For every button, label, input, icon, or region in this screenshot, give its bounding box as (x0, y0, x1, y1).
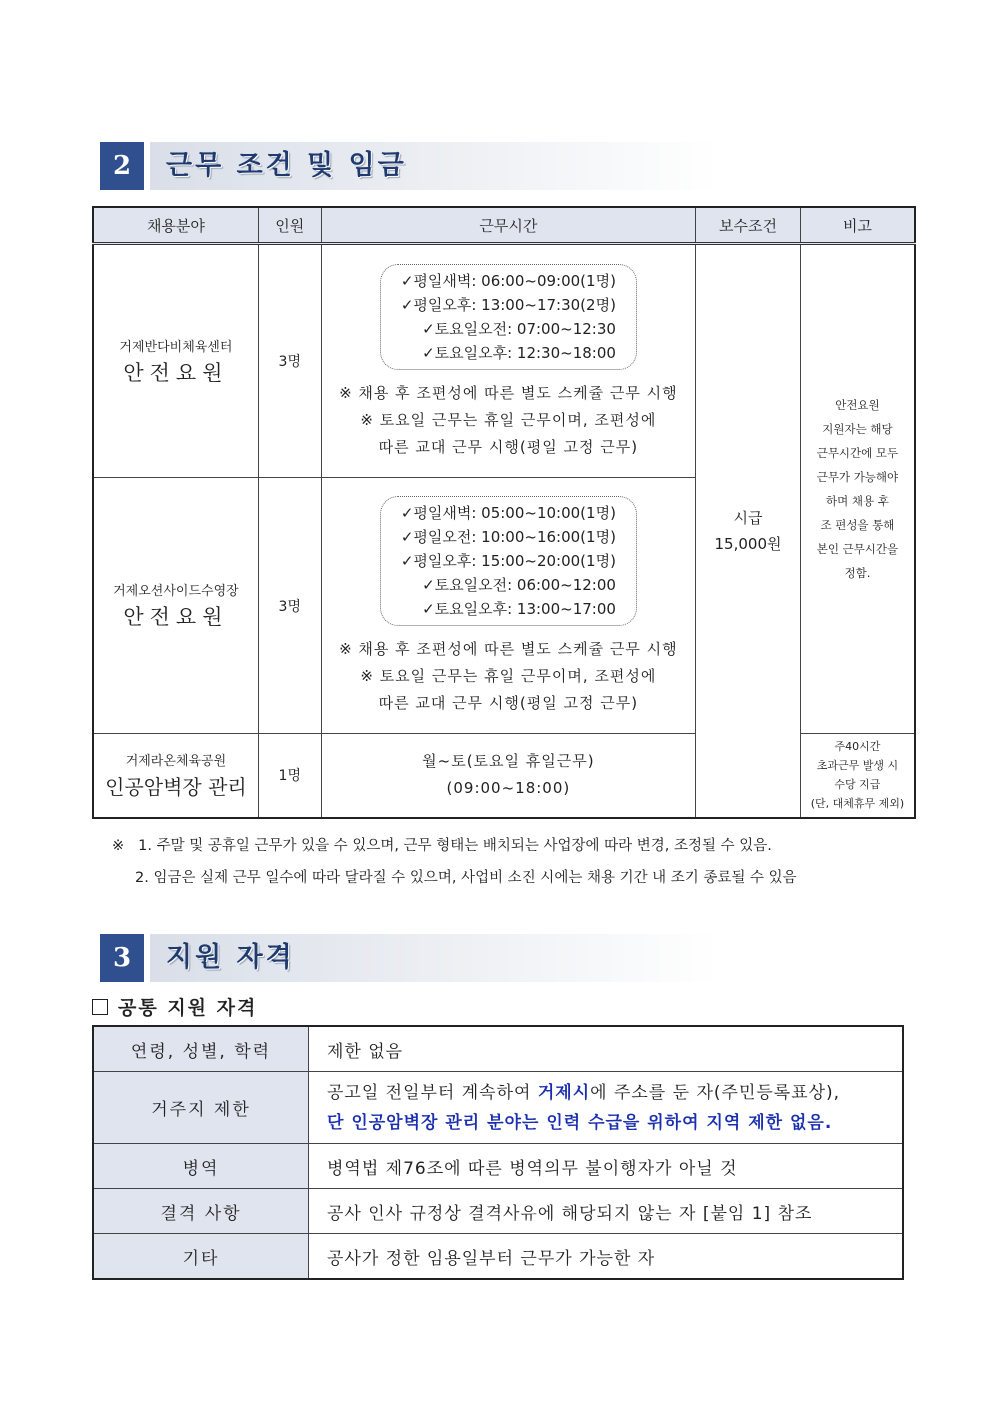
remark-line: 하며 채용 후 (826, 494, 889, 508)
headcount: 3명 (258, 478, 321, 734)
schedule-note: 따른 교대 근무 시행(평일 고정 근무) (378, 437, 639, 456)
row-value: 공사가 정한 임용일부터 근무가 가능한 자 (309, 1234, 904, 1280)
remark-line: 주40시간 (834, 740, 881, 754)
section-title: 근무 조건 및 임금 (166, 150, 407, 181)
schedule-line: ✓토요일오후: 12:30~18:00 (422, 343, 616, 362)
hours-line: (09:00~18:00) (446, 779, 571, 798)
schedule-cell (321, 244, 695, 478)
schedule-line: ✓평일오후: 15:00~20:00(1명) (400, 552, 616, 570)
table-row (93, 1189, 903, 1234)
row-label: 연령, 성별, 학력 (93, 1026, 309, 1072)
remark-cell-overtime (800, 734, 915, 818)
pay-cell (696, 244, 801, 818)
column-header: 채용분야 (93, 207, 258, 244)
headcount: 3명 (258, 244, 321, 478)
footnote-text: 1. 주말 및 공휴일 근무가 있을 수 있으며, 근무 형태는 배치되는 사업장에 따라 변경, 조정될 수 있음. (138, 838, 772, 854)
table-row (93, 1072, 903, 1144)
field-role: 인공암벽장 관리 (105, 775, 247, 800)
section-number: 3 (100, 934, 144, 982)
common-qualification-heading (92, 993, 257, 1020)
schedule-note: ※ 토요일 근무는 휴일 근무이며, 조편성에 (360, 667, 657, 685)
pay-type: 시급 (733, 508, 763, 527)
column-header: 보수조건 (696, 207, 801, 244)
section-number: 2 (100, 142, 144, 190)
remark-line: 근무가 가능해야 (816, 470, 899, 484)
field-place: 거제오션사이드수영장 (113, 584, 239, 599)
table-row (93, 1026, 903, 1072)
row-value: 공사 인사 규정상 결격사유에 해당되지 않는 자 [붙임 1] 참조 (309, 1189, 904, 1234)
hours-line: 월~토(토요일 휴일근무) (422, 752, 595, 771)
highlighted-city: 거제시 (537, 1082, 591, 1103)
schedule-note: ※ 채용 후 조편성에 따른 별도 스케쥴 근무 시행 (339, 383, 678, 402)
schedule-line: ✓토요일오전: 06:00~12:00 (422, 576, 616, 594)
schedule-box (380, 264, 637, 370)
row-label: 결격 사항 (93, 1189, 309, 1234)
work-conditions-table (92, 206, 916, 819)
section-3-heading (100, 934, 720, 982)
schedule-line: ✓토요일오후: 13:00~17:00 (422, 600, 616, 618)
row-value: 제한 없음 (309, 1026, 904, 1072)
field-cell (93, 244, 258, 478)
value-text: 공고일 전일부터 계속하여 (327, 1082, 538, 1103)
pay-amount: 15,000원 (714, 534, 782, 553)
remark-line: 지원자는 해당 (822, 422, 893, 436)
remark-line: (단, 대체휴무 제외) (810, 797, 905, 811)
field-place: 거제라온체육공원 (125, 754, 227, 770)
schedule-line: ✓평일새벽: 06:00~09:00(1명) (400, 271, 616, 290)
footnote-2 (135, 866, 797, 887)
subheading-text: 공통 지원 자격 (118, 997, 258, 1019)
column-header: 인원 (258, 207, 321, 244)
field-role: 안전요원 (123, 605, 229, 629)
residence-line-1 (327, 1078, 902, 1108)
hours-cell (321, 734, 695, 818)
schedule-line: ✓토요일오전: 07:00~12:30 (422, 319, 616, 338)
table-row (93, 1144, 903, 1189)
remark-cell (800, 244, 915, 734)
remark-line: 정함. (844, 566, 871, 580)
remark-line: 본인 근무시간을 (816, 542, 899, 556)
schedule-box (380, 496, 637, 626)
value-text: 에 주소를 둔 자(주민등록표상), (590, 1082, 841, 1103)
qualification-table (92, 1025, 904, 1280)
row-value: 병역법 제76조에 따른 병역의무 불이행자가 아닐 것 (309, 1144, 904, 1189)
schedule-note: ※ 채용 후 조편성에 따른 별도 스케쥴 근무 시행 (339, 640, 678, 658)
row-label: 거주지 제한 (93, 1072, 309, 1144)
column-header: 비고 (800, 207, 915, 244)
table-header-row (93, 207, 915, 244)
footnote-text: 2. 임금은 실제 근무 일수에 따라 달라질 수 있으며, 사업비 소진 시에는 채용 기간 내 조기 종료될 수 있음 (135, 870, 797, 886)
schedule-note: ※ 토요일 근무는 휴일 근무이며, 조편성에 (360, 410, 657, 429)
headcount: 1명 (258, 734, 321, 818)
table-row (93, 244, 915, 478)
schedule-note: 따른 교대 근무 시행(평일 고정 근무) (378, 694, 639, 712)
field-role: 안전요원 (123, 360, 229, 385)
remark-line: 조 편성을 통해 (820, 518, 895, 532)
table-row (93, 1234, 903, 1280)
section-2-heading (100, 142, 720, 190)
footnote-mark: ※ (112, 838, 125, 854)
row-value (309, 1072, 904, 1144)
field-cell (93, 478, 258, 734)
schedule-cell (321, 478, 695, 734)
schedule-line: ✓평일오전: 10:00~16:00(1명) (400, 528, 616, 546)
remark-line: 근무시간에 모두 (816, 446, 899, 460)
schedule-line: ✓평일새벽: 05:00~10:00(1명) (400, 504, 616, 522)
footnote-1 (112, 834, 772, 855)
row-label: 기타 (93, 1234, 309, 1280)
checkbox-square-icon (92, 999, 108, 1015)
residence-exception: 단 인공암벽장 관리 분야는 인력 수급을 위하여 지역 제한 없음. (327, 1112, 833, 1133)
remark-line: 안전요원 (835, 398, 880, 412)
field-cell (93, 734, 258, 818)
row-label: 병역 (93, 1144, 309, 1189)
section-title: 지원 자격 (166, 942, 295, 973)
remark-line: 수당 지급 (834, 778, 881, 792)
remark-line: 초과근무 발생 시 (816, 759, 899, 773)
field-place: 거제반다비체육센터 (119, 339, 233, 355)
schedule-line: ✓평일오후: 13:00~17:30(2명) (400, 295, 616, 314)
column-header: 근무시간 (321, 207, 695, 244)
